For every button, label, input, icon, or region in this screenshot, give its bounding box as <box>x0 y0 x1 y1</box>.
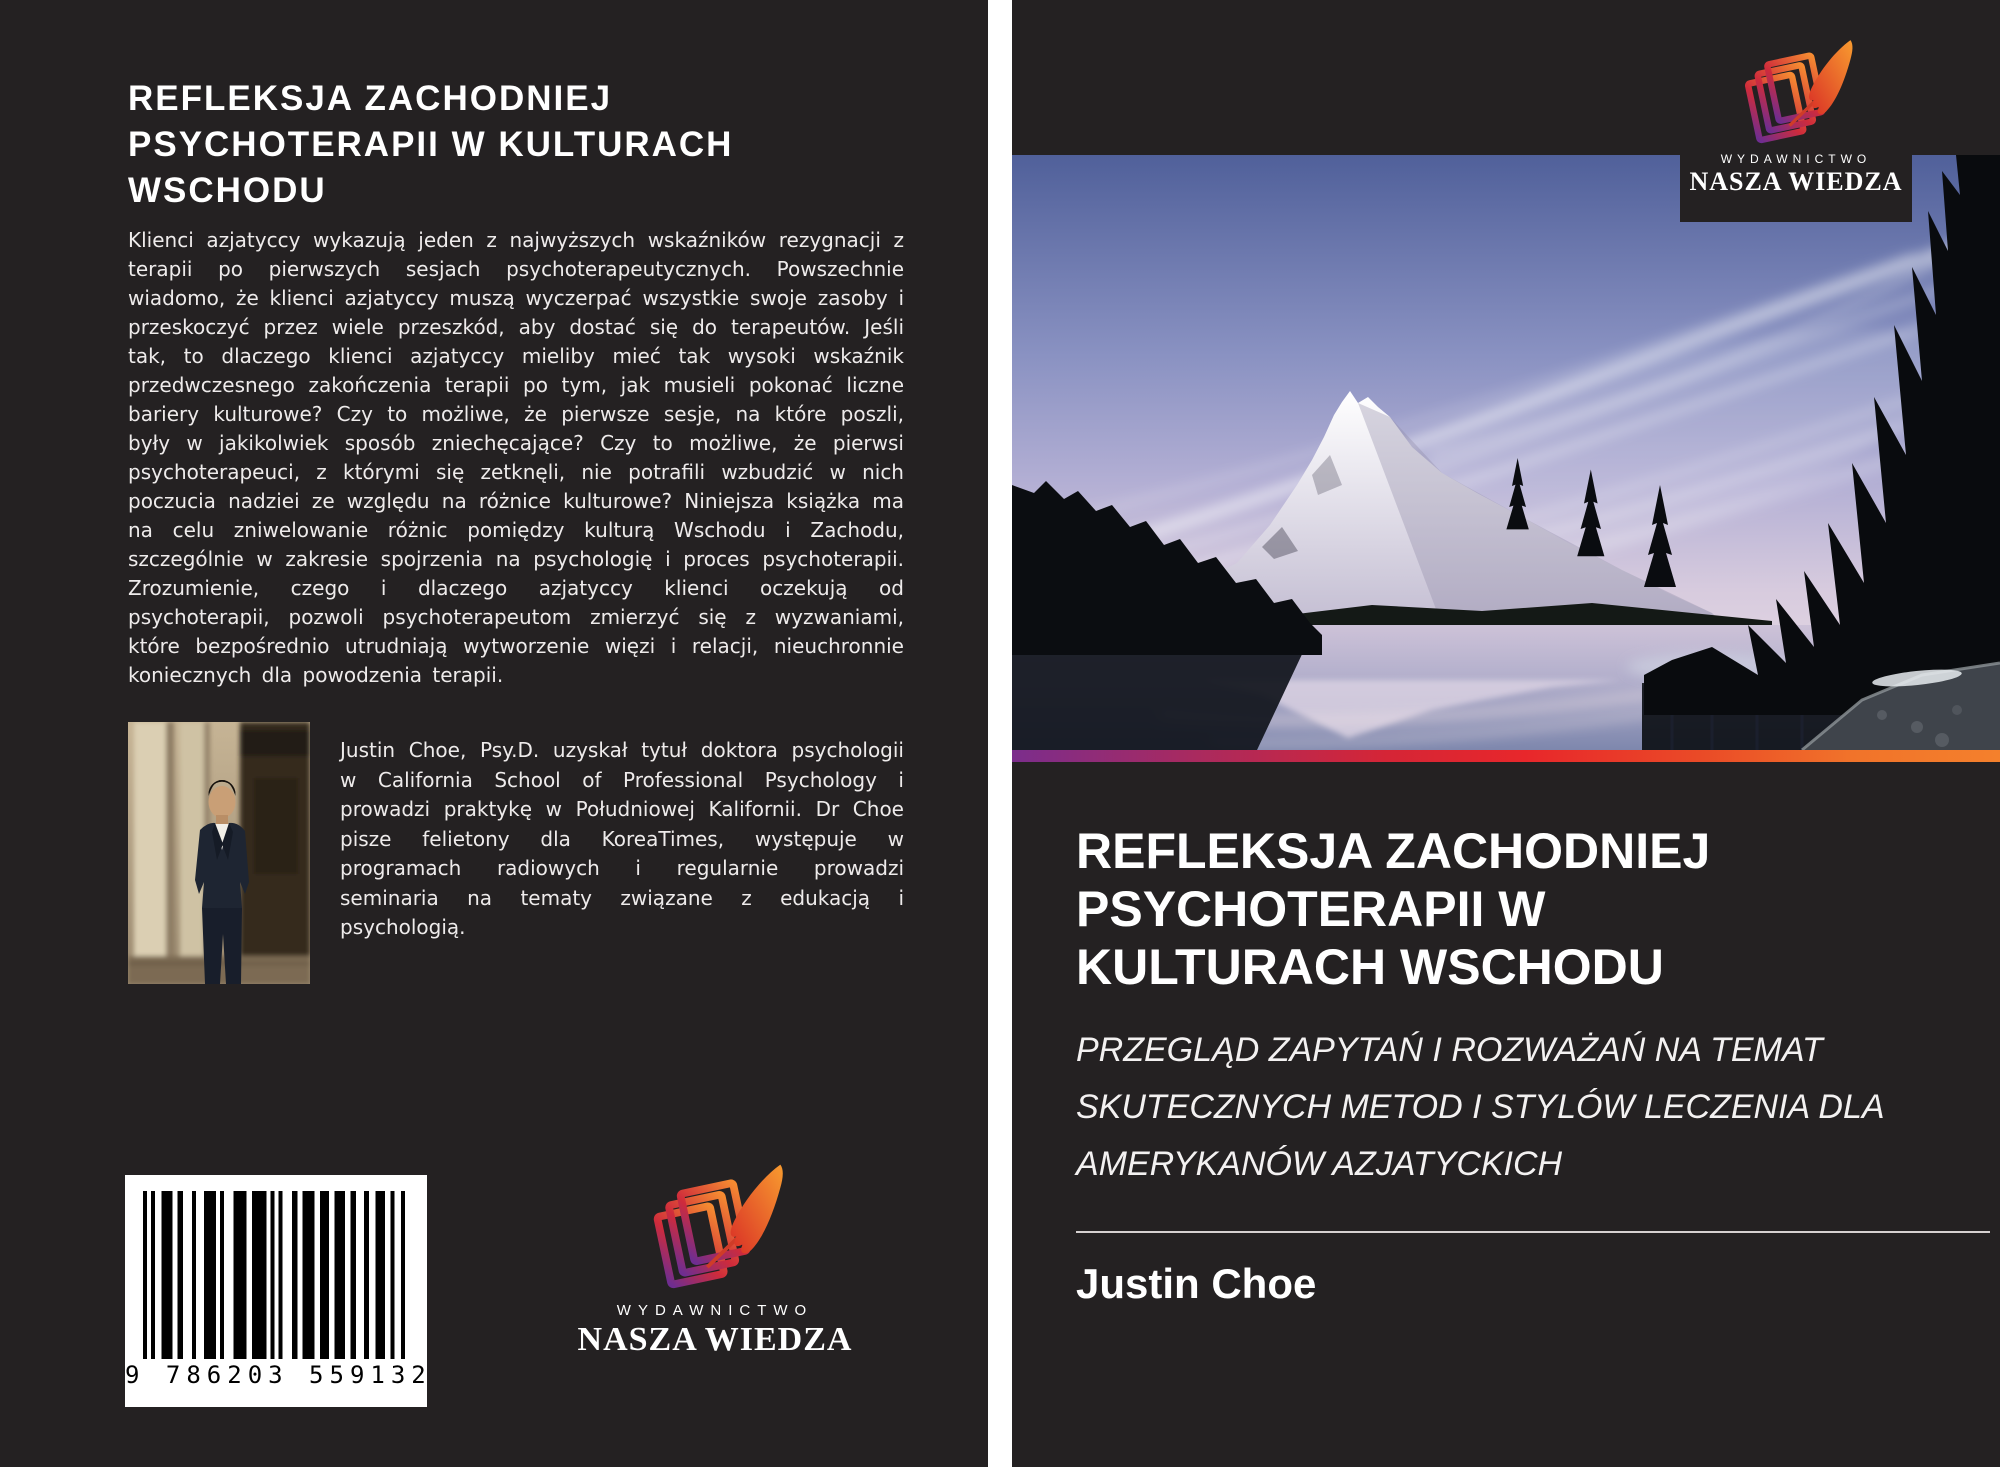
front-subtitle-line: PRZEGLĄD ZAPYTAŃ I ROZWAŻAŃ NA TEMAT <box>1076 1031 1823 1069</box>
divider-line <box>1076 1231 1990 1233</box>
mountain-photo-illustration <box>1012 155 2000 750</box>
front-subtitle <box>1076 1022 1956 1193</box>
front-cover <box>1012 0 2000 1467</box>
front-subtitle-line: SKUTECZNYCH METOD I STYLÓW LECZENIA DLA <box>1076 1088 1885 1126</box>
back-title-line: WSCHODU <box>128 171 327 210</box>
front-title-line: PSYCHOTERAPII W <box>1076 881 1546 937</box>
publisher-name-line2: NASZA WIEDZA <box>577 1321 853 1358</box>
front-title <box>1076 822 1956 996</box>
back-title-line: PSYCHOTERAPII W KULTURACH <box>128 125 734 164</box>
spine-gap <box>988 0 1012 1467</box>
back-cover <box>0 0 988 1467</box>
publisher-logo-icon <box>625 1162 805 1294</box>
barcode <box>125 1175 432 1407</box>
front-author-name: Justin Choe <box>1076 1260 1317 1307</box>
front-title-line: REFLEKSJA ZACHODNIEJ <box>1076 823 1711 879</box>
publisher-name-line2: NASZA WIEDZA <box>1689 167 1903 196</box>
back-description: Klienci azjatyccy wykazują jeden z najwyższych wskaźników rezygnacji z terapii po pierwszych sesjach psychoterapeutycznych. Powszechnie wiadomo, że klienci azjatyccy muszą wyczerpać wszystkie swoje zasoby i przeskoczyć przez wiele przeszkód, aby dostać się do terapeutów. Jeśli tak, to dlaczego klienci azjatyccy mieliby mieć tak wysoki wskaźnik przedwczesnego zakończenia terapii po tym, jak musieli pokonać liczne bariery kulturowe? Czy to możliwe, że pierwsze sesje, na które poszli, były w jakikolwiek sposób zniechęcające? Czy to możliwe, że pierwsi psychoterapeuci, z którymi się zetknęli, nie potrafili wzbudzić w nich poczucia nadziei ze względu na różnice kulturowe? Niniejsza książka ma na celu zniwelowanie różnic pomiędzy kulturą Wschodu i Zachodu, szczególnie w zakresie spojrzenia na psychologię i proces psychoterapii. Zrozumienie, czego i dlaczego azjatyccy klienci oczekują od psychoterapii, pozwoli psychoterapeutom zmierzyć się z wyzwaniami, które bezpośrednio utrudniają wytworzenie więzi i relacji, nieuchronnie koniecznych dla powodzenia terapii. <box>128 228 904 687</box>
back-title-line: REFLEKSJA ZACHODNIEJ <box>128 79 613 118</box>
back-title <box>128 76 828 214</box>
author-photo-illustration <box>128 722 310 984</box>
front-subtitle-line: AMERYKANÓW AZJATYCKICH <box>1076 1145 1563 1183</box>
publisher-name-line1: WYDAWNICTWO <box>1720 152 1872 166</box>
publisher-logo-front <box>1680 0 1912 222</box>
mountain-lake-photo <box>1012 155 2000 750</box>
publisher-name-line1: WYDAWNICTWO <box>616 1302 814 1319</box>
front-title-line: KULTURACH WSCHODU <box>1076 939 1664 995</box>
publisher-logo-back <box>555 1162 875 1359</box>
accent-gradient-bar <box>1012 750 2000 762</box>
author-bio: Justin Choe, Psy.D. uzyskał tytuł doktora psychologii w California School of Professional Psychology i prowadzi praktykę w Południowej Kalifornii. Dr Choe pisze felietony dla KoreaTimes, występuje w programach radiowych i regularnie prowadzi seminaria na tematy związane z edukacją i psychologią. <box>340 738 904 939</box>
barcode-bars <box>143 1191 409 1359</box>
barcode-digits: 9 786203 559132 <box>125 1361 432 1389</box>
author-photo <box>128 722 310 984</box>
publisher-logo-icon <box>1721 38 1871 148</box>
